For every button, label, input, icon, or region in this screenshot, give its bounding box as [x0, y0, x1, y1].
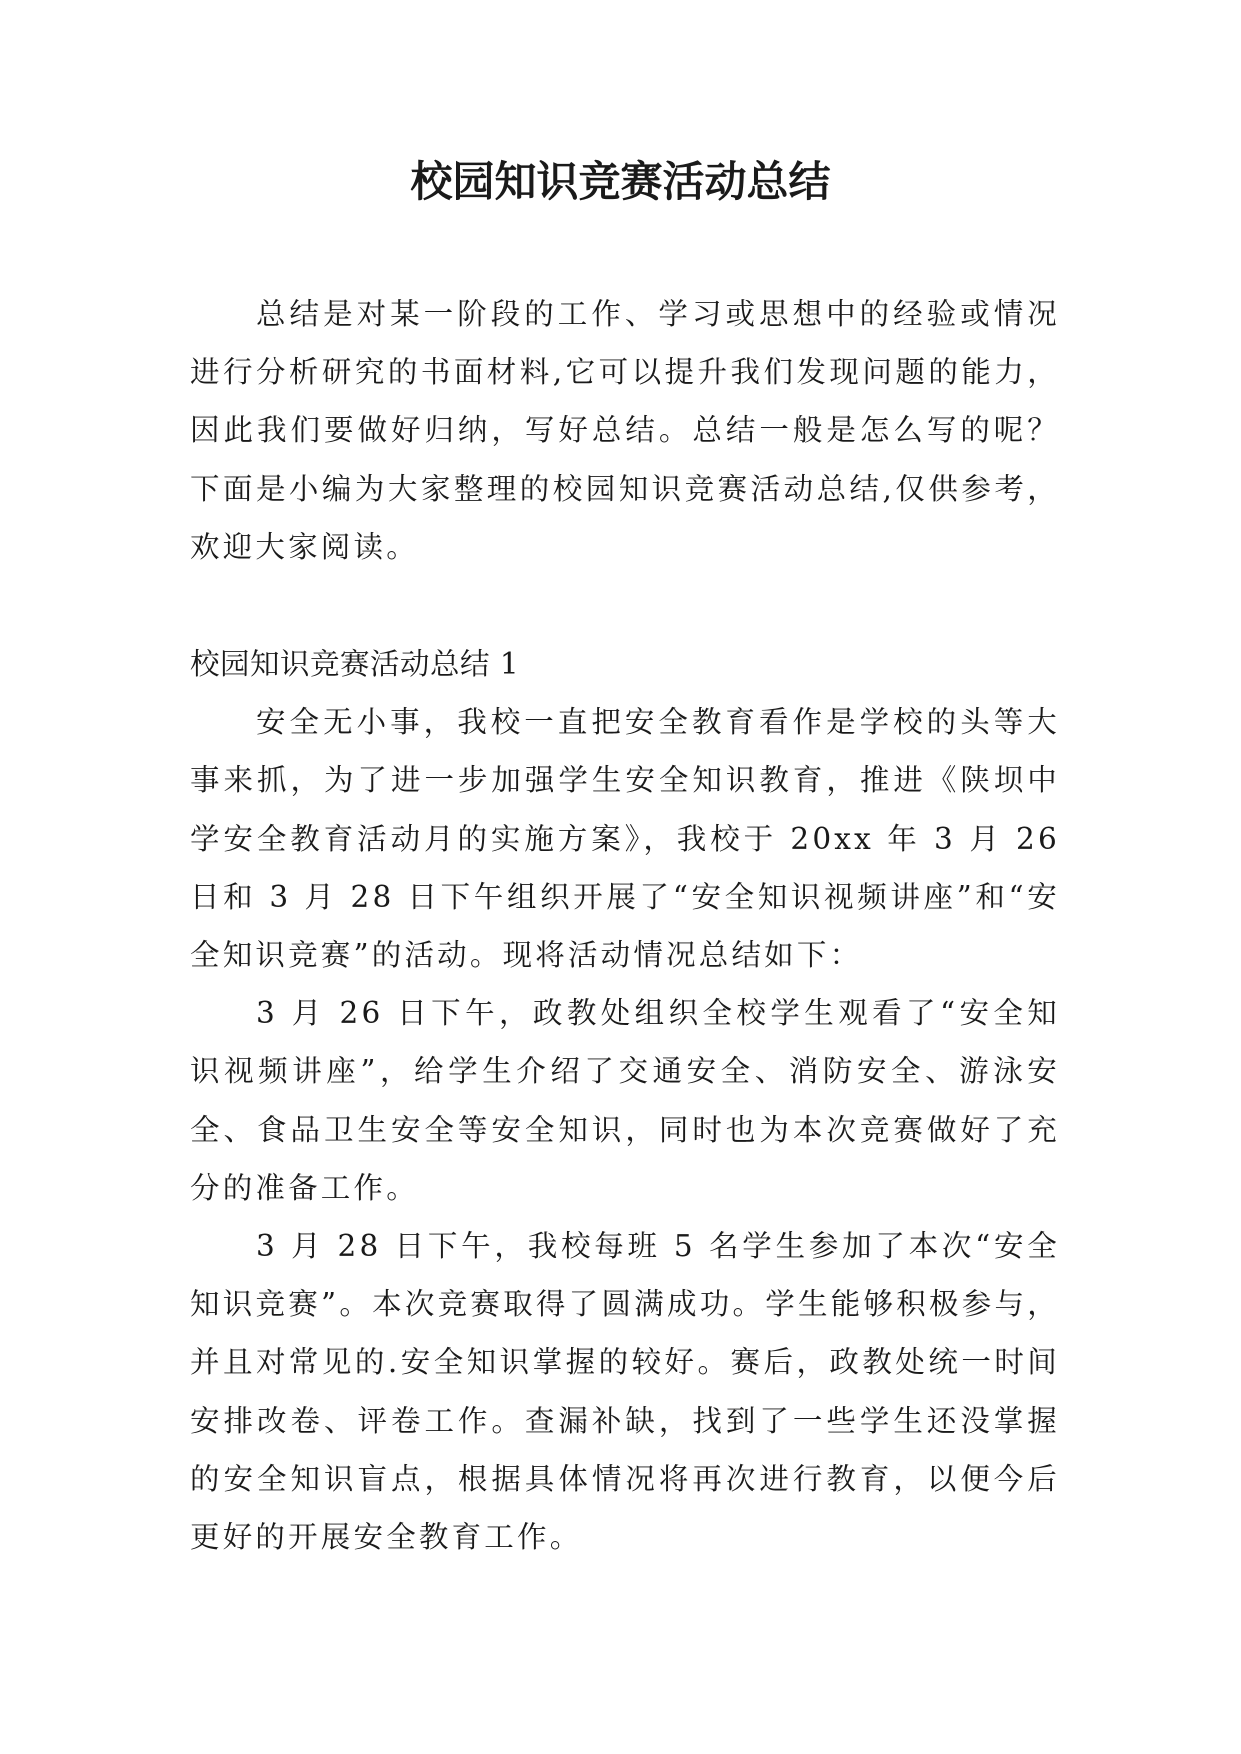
section-1-paragraph-3: 3 月 28 日下午，我校每班 5 名学生参加了本次“安全知识竞赛”。本次竞赛取得了圆满成功。学生能够积极参与，并且对常见的.安全知识掌握的较好。赛后，政教处统一时间安排改卷、评卷工作。查漏补缺，找到了一些学生还没掌握的安全知识盲点，根据具体情况将再次进行教育，以便今后更好的开展安全教育工作。 — [190, 1229, 1060, 1555]
intro-section — [190, 285, 1060, 576]
intro-paragraph: 总结是对某一阶段的工作、学习或思想中的经验或情况进行分析研究的书面材料,它可以提升我们发现问题的能力，因此我们要做好归纳，写好总结。总结一般是怎么写的呢？下面是小编为大家整理的校园知识竞赛活动总结,仅供参考，欢迎大家阅读。 — [190, 297, 1060, 564]
section-1-heading: 校园知识竞赛活动总结 1 — [190, 647, 520, 681]
section-1-paragraph-1: 安全无小事，我校一直把安全教育看作是学校的头等大事来抓，为了进一步加强学生安全知识教育，推进《陕坝中学安全教育活动月的实施方案》，我校于 20xx 年 3 月 26 日和 3 月 28 日下午组织开展了“安全知识视频讲座”和“安全知识竞赛”的活动。现将活动情况总结如下： — [190, 705, 1060, 973]
document-title: 校园知识竞赛活动总结 — [410, 157, 831, 206]
section-1 — [190, 635, 1060, 1566]
section-1-paragraph-2: 3 月 26 日下午，政教处组织全校学生观看了“安全知识视频讲座”，给学生介绍了交通安全、消防安全、游泳安全、食品卫生安全等安全知识，同时也为本次竞赛做好了充分的准备工作。 — [190, 996, 1060, 1205]
